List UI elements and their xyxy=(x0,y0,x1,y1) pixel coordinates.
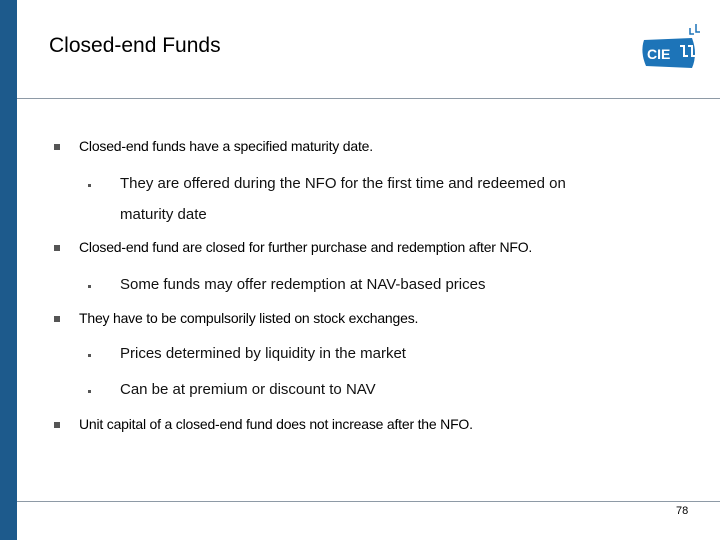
sub-bullet-item: They are offered during the NFO for the first time and redeemed on xyxy=(120,175,566,192)
bullet-item: They have to be compulsorily listed on stock exchanges. xyxy=(79,310,419,326)
sub-bullet-continuation: maturity date xyxy=(120,206,207,223)
sub-bullet-marker-icon xyxy=(88,184,91,187)
sub-bullet-marker-icon xyxy=(88,390,91,393)
sub-bullet-marker-icon xyxy=(88,354,91,357)
left-accent-bar xyxy=(0,0,17,540)
bullet-item: Unit capital of a closed-end fund does not increase after the NFO. xyxy=(79,416,473,432)
title-divider xyxy=(17,98,720,99)
bullet-marker-icon xyxy=(54,144,60,150)
bullet-marker-icon xyxy=(54,245,60,251)
sub-bullet-item: Can be at premium or discount to NAV xyxy=(120,381,376,398)
sub-bullet-item: Prices determined by liquidity in the market xyxy=(120,345,406,362)
bullet-marker-icon xyxy=(54,316,60,322)
bullet-item: Closed-end funds have a specified maturity date. xyxy=(79,138,373,154)
sub-bullet-marker-icon xyxy=(88,285,91,288)
cie-logo-icon xyxy=(634,22,706,82)
sub-bullet-item: Some funds may offer redemption at NAV-based prices xyxy=(120,276,486,293)
footer-divider xyxy=(17,501,720,502)
svg-text:CIE: CIE xyxy=(647,46,671,62)
slide-title: Closed-end Funds xyxy=(49,34,221,57)
bullet-marker-icon xyxy=(54,422,60,428)
page-number: 78 xyxy=(676,505,689,517)
bullet-item: Closed-end fund are closed for further purchase and redemption after NFO. xyxy=(79,239,533,255)
